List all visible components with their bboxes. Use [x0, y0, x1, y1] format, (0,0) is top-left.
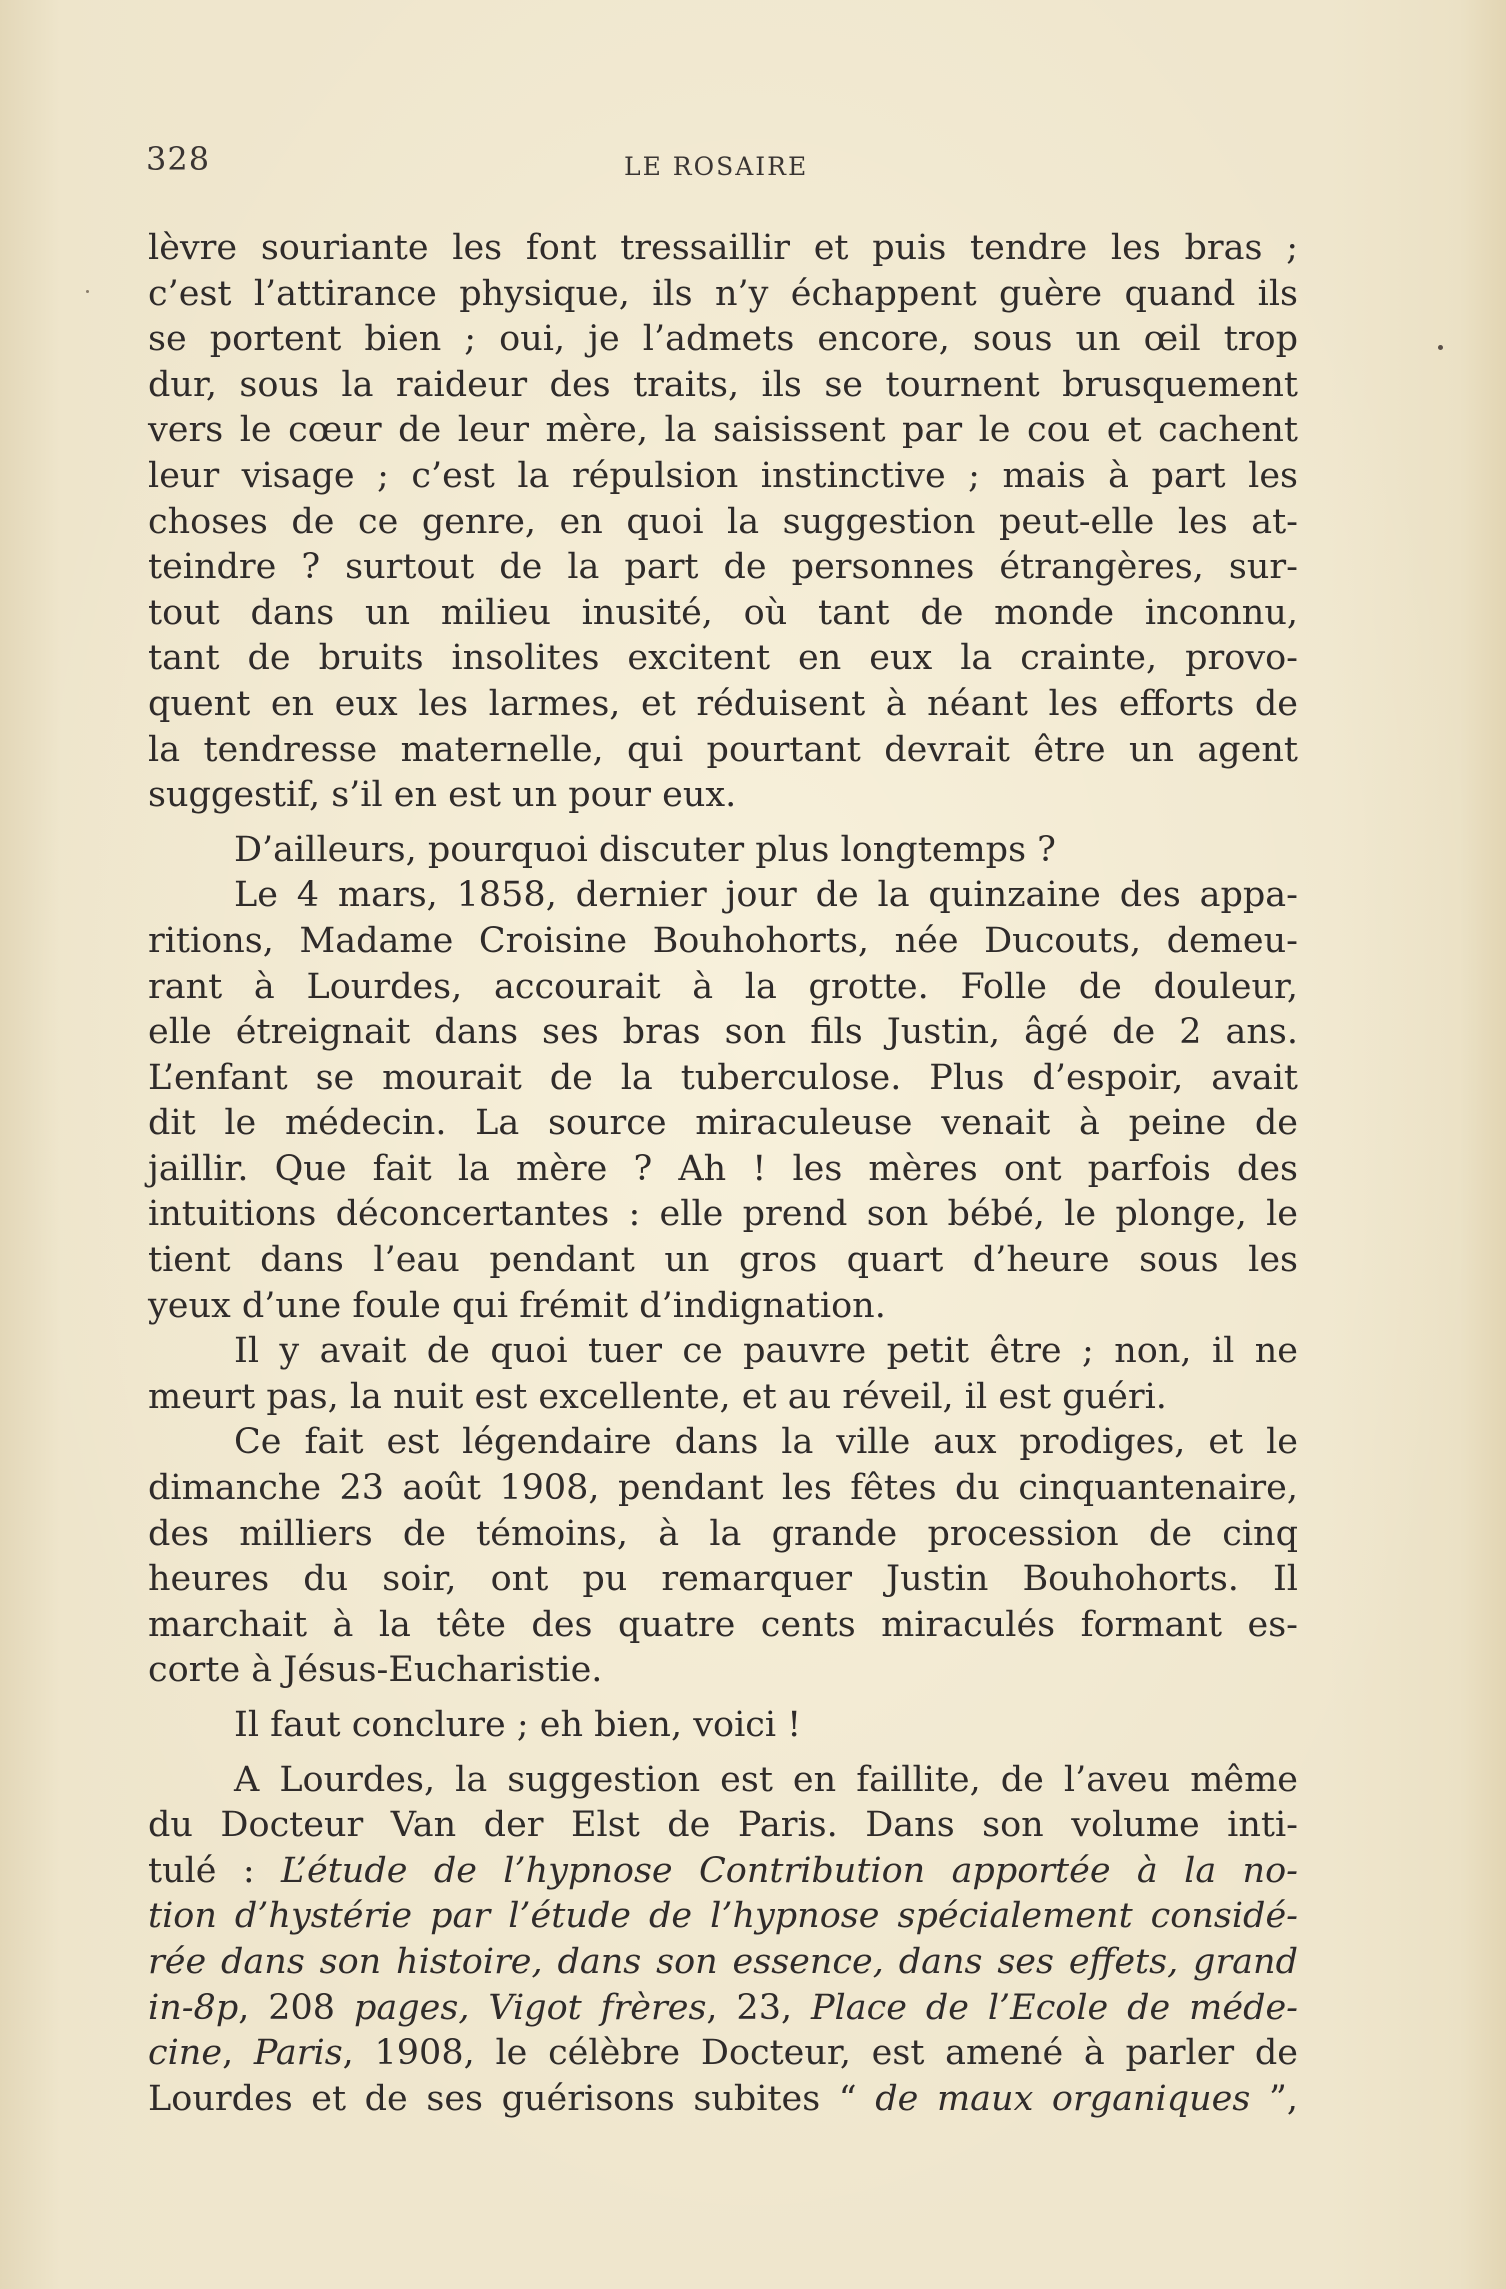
text-line: des milliers de témoins, à la grande procession de cinq: [148, 1513, 1298, 1554]
text-line: L’enfant se mourait de la tuberculose. Plus d’espoir, avait: [148, 1057, 1298, 1098]
text-line: vers le cœur de leur mère, la saisissent par le cou et cachent: [148, 410, 1298, 451]
text-line: Le 4 mars, 1858, dernier jour de la quinzaine des appa-: [234, 875, 1298, 916]
text-run: ,: [222, 2033, 254, 2074]
text-line: se portent bien ; oui, je l’admets encore, sous un œil trop: [148, 319, 1298, 360]
text-line: marchait à la tête des quatre cents miraculés formant es-: [148, 1604, 1298, 1645]
text-run: Lourdes et de ses guérisons subites “: [148, 2078, 876, 2119]
paper-speck: [86, 290, 89, 293]
text-line: heures du soir, ont pu remarquer Justin Bouhohorts. Il: [148, 1559, 1298, 1600]
text-line: lèvre souriante les font tressaillir et puis tendre les bras ;: [148, 228, 1298, 268]
text-line: [148, 2031, 1298, 2077]
paragraph: [148, 873, 1298, 1329]
page-number: 328: [146, 140, 211, 178]
paragraph: [148, 1420, 1298, 1694]
text-line: teindre ? surtout de la part de personnes étrangères, sur-: [148, 547, 1298, 588]
text-line: jaillir. Que fait la mère ? Ah ! les mères ont parfois des: [148, 1148, 1298, 1189]
text-line: dimanche 23 août 1908, pendant les fêtes du cinquantenaire,: [148, 1468, 1298, 1509]
text-run: pages: [353, 1987, 459, 2028]
paragraph: [148, 1703, 1298, 1749]
text-line: tout dans un milieu inusité, où tant de monde inconnu,: [148, 592, 1298, 633]
text-line: [148, 2077, 1298, 2123]
text-line: corte à Jésus-Eucharistie.: [148, 1650, 603, 1691]
book-title-italic: L’étude de l’hypnose Contribution apportée à la no-: [281, 1850, 1298, 1891]
text-line: tient dans l’eau pendant un gros quart d’heure sous les: [148, 1240, 1298, 1281]
text-line: la tendresse maternelle, qui pourtant devrait être un agent: [148, 729, 1298, 770]
text-line: choses de ce genre, en quoi la suggestion peut-elle les at-: [148, 501, 1298, 542]
text-run: , 1908, le célèbre Docteur, est amené à parler de: [342, 2033, 1298, 2074]
text-line: du Docteur Van der Elst de Paris. Dans son volume inti-: [148, 1805, 1298, 1846]
paragraph: [148, 828, 1298, 874]
text-line: dur, sous la raideur des traits, ils se tournent brusquement: [148, 364, 1298, 405]
text-line: A Lourdes, la suggestion est en faillite, de l’aveu même: [234, 1759, 1298, 1800]
body-text: [148, 226, 1298, 2122]
text-line: rant à Lourdes, accourait à la grotte. Folle de douleur,: [148, 966, 1298, 1007]
text-line: quent en eux les larmes, et réduisent à néant les efforts de: [148, 683, 1298, 724]
text-line: meurt pas, la nuit est excellente, et au réveil, il est guéri.: [148, 1376, 1167, 1417]
text-line: [148, 1849, 1298, 1895]
text-run: ”,: [1250, 2078, 1298, 2119]
text-line: tant de bruits insolites excitent en eux la crainte, provo-: [148, 638, 1298, 679]
text-run: , Vigot frères: [458, 1987, 707, 2028]
text-line: Il y avait de quoi tuer ce pauvre petit être ; non, il ne: [234, 1331, 1298, 1372]
text-run: in-8p: [148, 1987, 239, 2028]
text-line: yeux d’une foule qui frémit d’indignation.: [148, 1285, 886, 1326]
paragraph: [148, 1329, 1298, 1420]
text-line: suggestif, s’il en est un pour eux.: [148, 775, 737, 816]
text-line: intuitions déconcertantes : elle prend son bébé, le plonge, le: [148, 1194, 1298, 1235]
text-run: tulé :: [148, 1850, 282, 1891]
text-run: de maux organiques: [875, 2078, 1251, 2119]
book-title-italic: rée dans son histoire, dans son essence, dans ses effets, grand: [148, 1941, 1298, 1982]
text-line: c’est l’attirance physique, ils n’y échappent guère quand ils: [148, 273, 1298, 314]
text-run: cine: [148, 2033, 223, 2074]
paper-speck: [1438, 345, 1443, 350]
text-run: Paris: [253, 2033, 343, 2074]
text-run: , 208: [238, 1987, 354, 2028]
paragraph: [148, 226, 1298, 819]
text-run: , 23,: [706, 1987, 811, 2028]
text-line: ritions, Madame Croisine Bouhohorts, née Ducouts, demeu-: [148, 920, 1298, 961]
text-line: D’ailleurs, pourquoi discuter plus longtemps ?: [234, 829, 1056, 870]
text-line: Ce fait est légendaire dans la ville aux prodiges, et le: [234, 1422, 1298, 1463]
text-line: [148, 1986, 1298, 2032]
running-title: LE ROSAIRE: [624, 152, 809, 181]
text-line: dit le médecin. La source miraculeuse venait à peine de: [148, 1103, 1298, 1144]
text-line: elle étreignait dans ses bras son fils Justin, âgé de 2 ans.: [148, 1012, 1298, 1053]
book-title-italic: tion d’hystérie par l’étude de l’hypnose spécialement considé-: [148, 1896, 1298, 1937]
text-line: Il faut conclure ; eh bien, voici !: [234, 1705, 802, 1745]
paragraph: [148, 1758, 1298, 2123]
text-run: Place de l’Ecole de méde-: [811, 1987, 1299, 2028]
text-line: leur visage ; c’est la répulsion instinctive ; mais à part les: [148, 455, 1298, 496]
